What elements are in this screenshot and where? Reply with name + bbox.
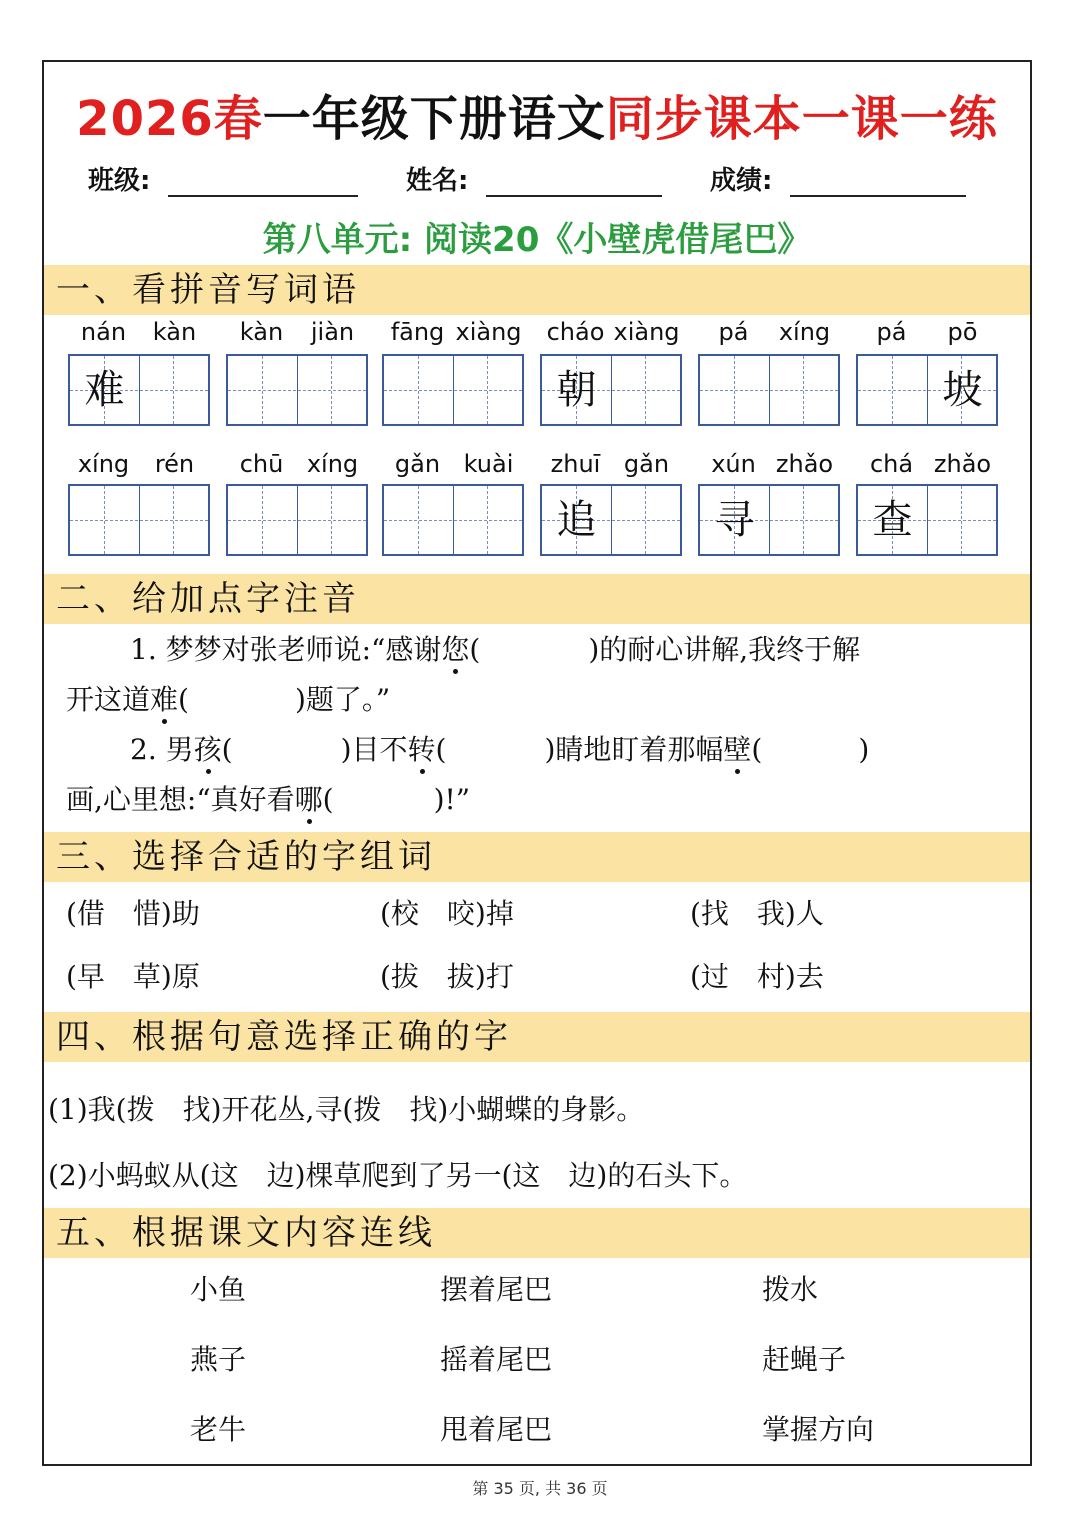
writing-box[interactable] [382, 484, 524, 556]
pinyin-syllable: xiàng [455, 318, 522, 346]
pinyin-label [540, 318, 682, 346]
writing-box[interactable] [382, 354, 524, 426]
pinyin-syllable: chá [869, 450, 914, 478]
pinyin-syllable: xíng [306, 450, 359, 478]
dotted-char: 哪 [294, 783, 323, 816]
writing-cell[interactable] [139, 356, 209, 424]
unit-title: 第八单元: 阅读20《小壁虎借尾巴》 [262, 220, 812, 260]
s2-paren: ( [322, 783, 334, 816]
pinyin-syllable: gǎn [394, 450, 441, 478]
s2-text: 开这道 [66, 683, 151, 716]
s2-line-3 [130, 728, 869, 768]
writing-cell[interactable]: 追 [556, 497, 597, 543]
pinyin-syllable: xún [711, 450, 756, 478]
section-1-header: 一、看拼音写词语 [44, 265, 1030, 315]
class-label: 班级: [88, 166, 151, 196]
match-left-item[interactable]: 小鱼 [190, 1273, 247, 1306]
pinyin-syllable: chū [239, 450, 284, 478]
pinyin-syllable: kàn [239, 318, 284, 346]
pinyin-label [226, 318, 368, 346]
score-field [710, 160, 966, 197]
writing-cell[interactable] [297, 486, 367, 554]
section-2-header: 二、给加点字注音 [44, 574, 1030, 624]
writing-cell[interactable] [700, 356, 769, 424]
s2-line-2 [66, 678, 390, 718]
name-label: 姓名: [406, 166, 469, 196]
match-left-item[interactable]: 燕子 [190, 1343, 247, 1376]
worksheet-frame [42, 60, 1032, 1466]
s2-paren: ( [751, 733, 763, 766]
s2-paren: ( [221, 733, 233, 766]
worksheet-title [44, 80, 1030, 149]
writing-cell[interactable]: 坡 [927, 356, 997, 424]
pinyin-label [68, 450, 210, 478]
writing-cell[interactable] [297, 356, 367, 424]
writing-box[interactable] [856, 484, 998, 556]
writing-cell[interactable] [927, 486, 997, 554]
section-4-header: 四、根据句意选择正确的字 [44, 1012, 1030, 1062]
dotted-char: 转 [407, 733, 436, 766]
s3-item[interactable]: (找 我)人 [690, 897, 824, 930]
pinyin-label [540, 450, 682, 478]
writing-cell[interactable] [858, 356, 927, 424]
match-right-item[interactable]: 拨水 [762, 1273, 819, 1306]
s2-text: )!” [433, 783, 471, 816]
writing-box[interactable] [226, 354, 368, 426]
pinyin-syllable: zhuī [550, 450, 601, 478]
writing-cell[interactable]: 朝 [556, 367, 597, 413]
s2-text: 2. 男 [130, 733, 194, 766]
writing-cell[interactable] [70, 486, 139, 554]
writing-cell[interactable] [228, 356, 297, 424]
s2-text: 1. 梦梦对张老师说:“感谢 [130, 633, 442, 666]
class-field [88, 160, 358, 197]
score-label: 成绩: [710, 166, 773, 196]
pinyin-syllable: xíng [778, 318, 831, 346]
match-right-item[interactable]: 赶蝇子 [762, 1343, 847, 1376]
writing-cell[interactable]: 寻 [714, 497, 755, 543]
pinyin-syllable: pō [947, 318, 978, 346]
writing-box[interactable] [68, 484, 210, 556]
writing-cell[interactable] [228, 486, 297, 554]
writing-cell[interactable] [769, 486, 839, 554]
writing-cell[interactable]: 查 [872, 497, 913, 543]
title-series: 同步课本一课一练 [605, 91, 998, 147]
pinyin-label [382, 450, 524, 478]
class-blank[interactable] [168, 169, 358, 197]
writing-box[interactable] [698, 354, 840, 426]
s3-item[interactable]: (校 咬)掉 [380, 897, 514, 930]
match-middle-item[interactable]: 摇着尾巴 [440, 1343, 553, 1376]
dotted-char: 孩 [193, 733, 222, 766]
writing-cell[interactable] [611, 486, 681, 554]
writing-cell[interactable] [769, 356, 839, 424]
pinyin-syllable: kàn [152, 318, 197, 346]
s2-text: )题了。” [294, 683, 391, 716]
s3-item[interactable]: (早 草)原 [66, 960, 200, 993]
s2-paren: ( [178, 683, 189, 716]
pinyin-label [856, 318, 998, 346]
pinyin-label [382, 318, 524, 346]
dotted-char: 壁 [723, 733, 752, 766]
s4-line-2[interactable]: (2)小蚂蚁从(这 边)棵草爬到了另一(这 边)的石头下。 [48, 1159, 748, 1192]
writing-cell[interactable] [139, 486, 209, 554]
s2-text: )目不 [340, 733, 408, 766]
s2-paren: ) [858, 733, 870, 766]
match-left-item[interactable]: 老牛 [190, 1413, 247, 1446]
s3-item[interactable]: (借 惜)助 [66, 897, 200, 930]
pinyin-syllable: pá [718, 318, 749, 346]
pinyin-syllable: jiàn [310, 318, 355, 346]
section-5-header: 五、根据课文内容连线 [44, 1208, 1030, 1258]
pinyin-syllable: gǎn [623, 450, 670, 478]
s2-line-4 [66, 778, 470, 818]
writing-box[interactable] [540, 354, 682, 426]
page-footer: 第 35 页, 共 36 页 [472, 1479, 608, 1498]
writing-box[interactable] [856, 354, 998, 426]
title-year: 2026春 [76, 91, 263, 147]
writing-box[interactable] [226, 484, 368, 556]
s2-paren: ( [469, 633, 481, 666]
pinyin-syllable: xiàng [613, 318, 680, 346]
name-blank[interactable] [486, 169, 662, 197]
pinyin-label [226, 450, 368, 478]
match-middle-item[interactable]: 甩着尾巴 [440, 1413, 553, 1446]
pinyin-label [68, 318, 210, 346]
section-3-header: 三、选择合适的字组词 [44, 832, 1030, 882]
title-grade: 一年级下册语文 [262, 91, 606, 147]
writing-box[interactable] [540, 484, 682, 556]
pinyin-syllable: pá [876, 318, 907, 346]
pinyin-syllable: cháo [546, 318, 605, 346]
score-blank[interactable] [790, 169, 966, 197]
dotted-char: 难 [150, 683, 179, 716]
name-field [406, 160, 662, 197]
s2-text: 画,心里想:“真好看 [66, 783, 295, 816]
writing-cell[interactable]: 难 [84, 367, 125, 413]
writing-box[interactable] [68, 354, 210, 426]
pinyin-label [698, 318, 840, 346]
writing-box[interactable] [698, 484, 840, 556]
writing-cell[interactable] [453, 356, 523, 424]
writing-cell[interactable] [384, 356, 453, 424]
s2-text: )的耐心讲解,我终于解 [588, 633, 861, 666]
s2-text: )睛地盯着那幅 [544, 733, 724, 766]
pinyin-syllable: zhǎo [933, 450, 992, 478]
writing-cell[interactable] [611, 356, 681, 424]
pinyin-syllable: rén [154, 450, 195, 478]
pinyin-syllable: zhǎo [775, 450, 834, 478]
s3-item[interactable]: (拔 拔)打 [380, 960, 514, 993]
s4-line-1[interactable]: (1)我(拨 找)开花丛,寻(拨 找)小蝴蝶的身影。 [48, 1093, 645, 1126]
match-middle-item[interactable]: 摆着尾巴 [440, 1273, 553, 1306]
pinyin-syllable: nán [80, 318, 127, 346]
s2-line-1 [130, 628, 860, 668]
s3-item[interactable]: (过 村)去 [690, 960, 824, 993]
writing-cell[interactable] [453, 486, 523, 554]
pinyin-syllable: xíng [77, 450, 130, 478]
pinyin-label [856, 450, 998, 478]
dotted-char: 您 [441, 633, 470, 666]
writing-cell[interactable] [384, 486, 453, 554]
pinyin-label [698, 450, 840, 478]
pinyin-syllable: kuài [463, 450, 514, 478]
s2-paren: ( [435, 733, 447, 766]
match-right-item[interactable]: 掌握方向 [762, 1413, 875, 1446]
pinyin-syllable: fāng [390, 318, 445, 346]
